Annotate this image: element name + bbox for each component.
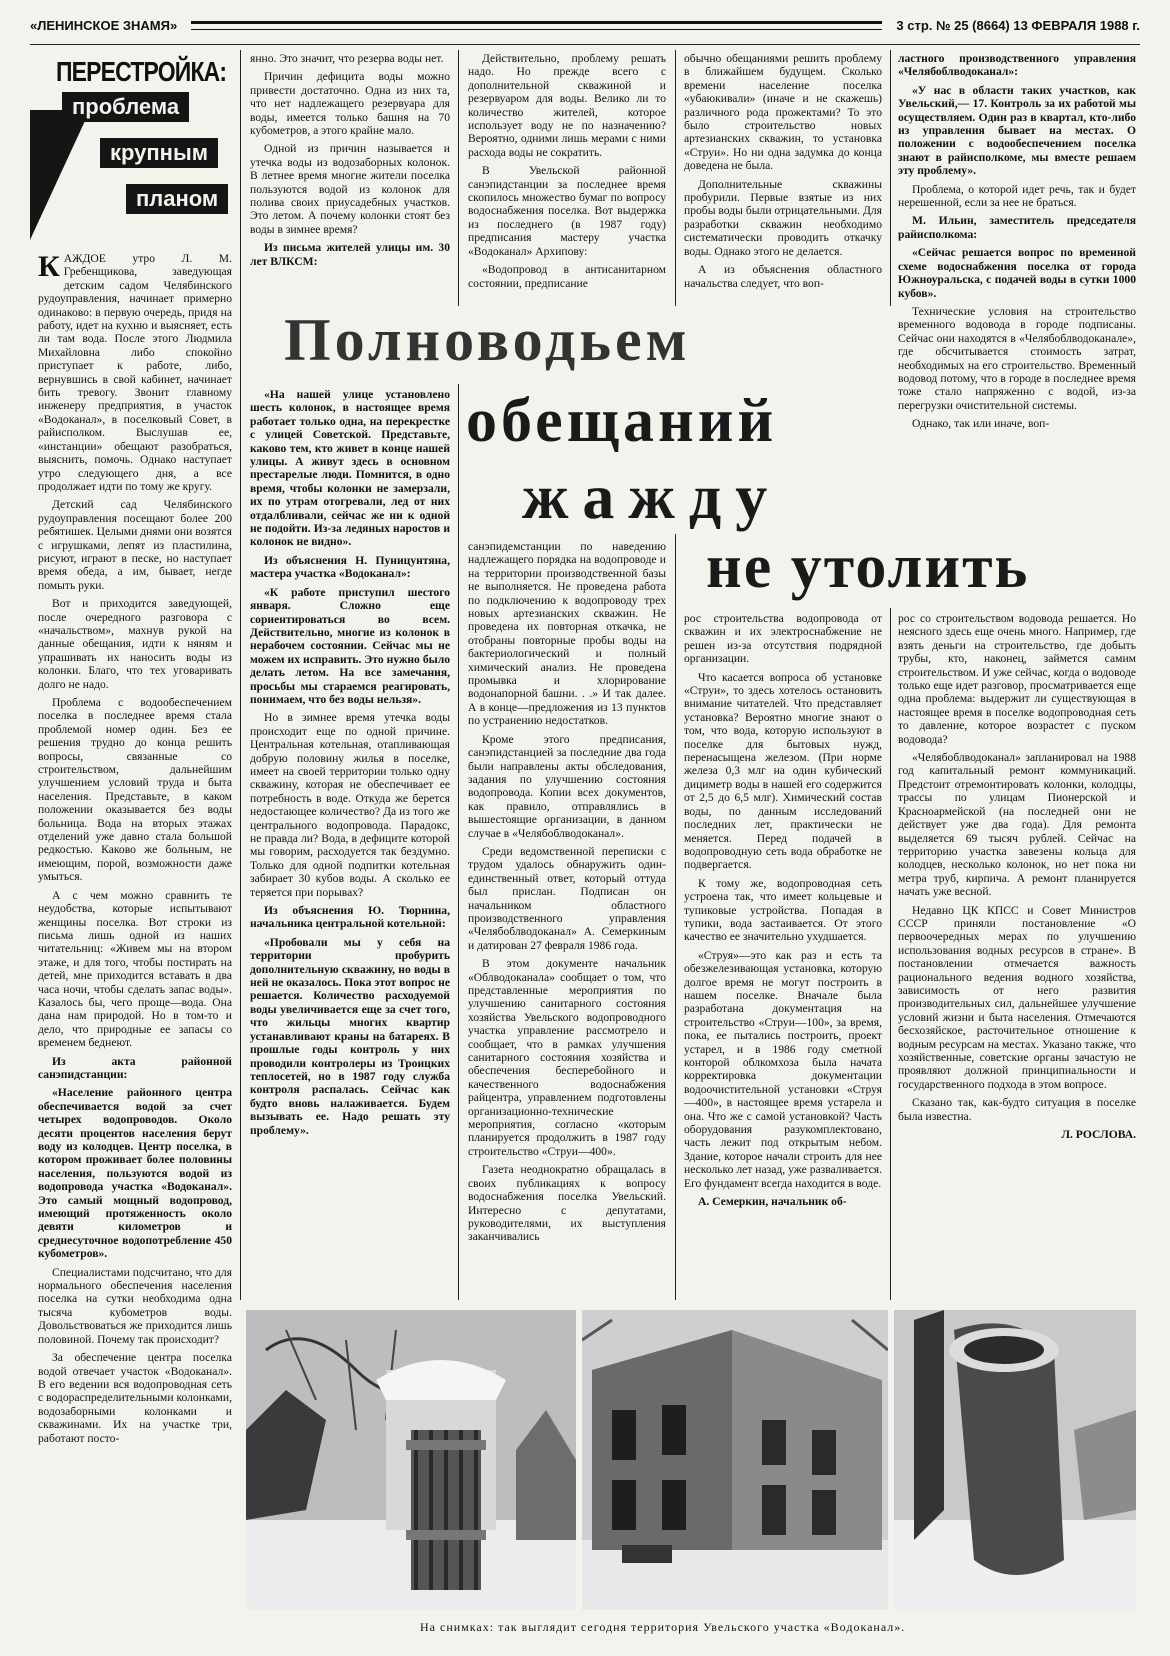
paragraph: За обеспечение центра поселка водой отвечает участок «Водоканал». В его ведении вся водопроводная сеть с водораспределительными колонками, водозаборными колонками и скважинами. Их на участке три, работают посто- bbox=[38, 1351, 232, 1445]
masthead bbox=[30, 14, 1140, 36]
paragraph: «Водопровод в антисанитарном состоянии, предписание bbox=[468, 263, 666, 290]
article-column-5-bottom bbox=[898, 612, 1136, 1298]
rubric-word-3: планом bbox=[126, 184, 228, 214]
article-column-3-top bbox=[468, 52, 666, 304]
quote: «Сейчас решается вопрос по временной схеме водоснабжения поселка от города Южноуральска, с подачей воды в сутки 1000 кубов». bbox=[898, 246, 1136, 300]
paragraph: Технические условия на строительство временного водовода в городе подписаны. Сейчас они находятся в «Челябоблводоканале», где обсчитывается стоимость затрат, необходимых на его строительство. Временный водовод потому, что в городе в последнее время тоже стало напряженно с водой, из-за перегрузки очистительной системы. bbox=[898, 304, 1136, 412]
masthead-rule bbox=[191, 21, 882, 30]
article-column-1 bbox=[38, 252, 232, 1612]
quote-heading: Из акта районной санэпидстанции: bbox=[38, 1054, 232, 1081]
headline-line-1: Полноводьем bbox=[284, 307, 691, 373]
quote: «У нас в области таких участков, как Увельский,— 17. Контроль за их работой мы осуществляем. Один раз в квартал, кто-либо из управления бывает на местах. О положении с водообеспечением поселка знают в райисполкоме, мы вместе решаем эту проблему». bbox=[898, 83, 1136, 178]
paragraph: Кроме этого предписания, санэпидстанцией за последние два года были направлены акты обследования, задания по улучшению состояния водопровода. Копии всех документов, как правило, отправлялись в вышестоящие организации, в данном случае в «Челябоблводоканал». bbox=[468, 732, 666, 840]
author-credit: А. Семеркин, начальник об- bbox=[698, 1195, 847, 1209]
quote-heading: Из объяснения Н. Пуницунтяна, мастера участка «Водоканал»: bbox=[250, 553, 450, 581]
article-column-4-top bbox=[684, 52, 882, 304]
quote-heading: Из объяснения Ю. Тюрнина, начальника центральной котельной: bbox=[250, 904, 450, 931]
article-column-2-bottom bbox=[250, 388, 450, 1298]
article-column-3-bottom bbox=[468, 540, 666, 1298]
article-column-5-top bbox=[898, 52, 1136, 572]
paragraph: Вот и приходится заведующей, после очередного разговора с «начальством», махнув рукой на данные обещания, идти к няням и упрашивать их наносить воды из колонки. Благо, что тех уговаривать долго не надо. bbox=[38, 597, 232, 691]
quote: «Население районного центра обеспечивается водой за счет четырех водопроводов. Около десяти процентов населения берут воду из колодцев. Центр поселка, в котором проживает более половины населения, пользуются водой из водопровода участка «Водоканал». Это самый мощный водопровод, имеющий протяженность около девяти километров и среднесуточное водопотребление 450 кубометров». bbox=[38, 1086, 232, 1261]
column-rule bbox=[675, 50, 676, 1300]
photo-snowy-pump-house bbox=[246, 1310, 576, 1610]
quote: «Пробовали мы у себя на территории пробурить дополнительную скважину, но воды в ней не оказалось. Пока этот вопрос не решается. Количество расходуемой воды увеличивается еще за счет того, что жильцы многих квартир устанавливают краны на батареях. В прошлые годы контроль у них проводили контролеры из Троицких теплосетей, но в 1987 году служба контроля распалась. Сейчас как будто вновь налаживается. Будем вызывать ее. Надо решать эту проблему». bbox=[250, 935, 450, 1137]
column-rule bbox=[890, 50, 891, 1300]
paragraph: санэпидемстанции по наведению надлежащего порядка на водопроводе и на территории производственной базы не выполняется. Не проведена работа по подключению к водопроводу трех новых артезианских скважин. Не проведена их повторная откачка, не отобраны повторные пробы воды на бактериологический и полный химический анализ. Не проведена промывка и хлорирование водонапорной башни. . .» И так далее. А в конце—предложения из 13 пунктов по устранению недостатков. bbox=[468, 540, 666, 728]
article-column-4-bottom bbox=[684, 612, 882, 1298]
paragraph: Среди ведомственной переписки с трудом удалось обнаружить один-единственный ответ, который оттуда был прислан. Подписан он начальником областного производственного управления «Челябоблводоканал» А. Семеркиным и датирован 27 февраля 1986 года. bbox=[468, 844, 666, 952]
paragraph: А с чем можно сравнить те неудобства, которые испытывают женщины поселка. Вот строки из письма лишь одной из наших читательниц: «Живем мы на втором этаже, и для того, чтобы постирать на детей, мне приходится вставать в два часа ночи, чтобы сделать запас воды». Казалось бы, чего проще—вода. Она дана нам природой. Но в том-то и дело, что природные ее запасы со временем беднеют. bbox=[38, 888, 232, 1050]
author-signature: Л. РОСЛОВА. bbox=[1061, 1128, 1136, 1142]
paragraph: «Струя»—это как раз и есть та обезжелезивающая установка, которую долгое время не могут построить в нашем поселке. Вначале была разработана документация на строительство «Струи—100», за время, пока, ее пытались построить, проект устарел, и в 1986 году сметной конторой облкомхоза была начата корректировка документации водоочистительной установки «Струя—400», в настоящее время устарела и она. Что же с самой установкой? Часть оборудования разукомплектовано, часть лежит под открытым небом. Здание, которое начали строить для нее несколько лет назад, уже разваливается. Его фундамент всегда находится в воде. bbox=[684, 948, 882, 1190]
drop-cap: К bbox=[38, 252, 60, 283]
masthead-title: «ЛЕНИНСКОЕ ЗНАМЯ» bbox=[30, 17, 178, 33]
rubric bbox=[30, 50, 250, 240]
photo-rusted-pipe bbox=[894, 1310, 1136, 1610]
paragraph: обычно обещаниями решить проблему в ближайшем будущем. Сколько времени население поселка «убаюкивали» (иначе и не скажешь) различного рода прожектами? То это было строительство новых артезианских скважин, то установка «Струи». Но ни одна задумка до конца доведена не была. bbox=[684, 52, 882, 173]
photo-caption: На снимках: так выглядит сегодня территория Увельского участка «Водоканал». bbox=[420, 1620, 906, 1634]
paragraph: Однако, так или иначе, воп- bbox=[912, 417, 1050, 431]
quote: «На нашей улице установлено шесть колонок, в настоящее время работает только одна, на перекрестке с улицей Советской. Представьте, каково тем, кто живет в конце нашей улицы. А живут здесь в основном престарелые люди. Помнится, в одно время, чтобы колонки не замерзали, их по утрам отогревали, лед от них отдалбливали, сейчас же ни к одной не подойти. Из-за ледяных наростов и колонок не видно». bbox=[250, 388, 450, 549]
paragraph: АЖДОЕ утро Л. М. Гребенщикова, заведующая детским садом Челябинского рудоуправления, начинает примерно одинаково: в первую очередь, придя на работу, идет на кухню и выясняет, есть ли там вода. После этого Людмила Михайловна либо спокойно приступает к работе, либо, вернувшись в свой кабинет, начинает бить тревогу. Звонит главному инженеру предприятия, в участок «Водоканал», в поселковый Совет, в райисполком. Выслушав ее, «инстанции» обещают разобраться, выяснить, помочь. Однако наступает утро следующего дня, а все продолжает идти по тому же кругу. bbox=[38, 252, 232, 493]
paragraph: Детский сад Челябинского рудоуправления посещают более 200 ребятишек. Целыми днями они возятся с игрушками, лепят из пластилина, рисуют, играют в песке, но наступает время обеда, а им, бывает, негде помыть руки. bbox=[38, 498, 232, 592]
paragraph: ластного производственного управления «Челябоблводоканал»: bbox=[898, 52, 1136, 79]
quote-heading: М. Ильин, заместитель председателя райисполкома: bbox=[898, 214, 1136, 241]
paragraph: Недавно ЦК КПСС и Совет Министров СССР приняли постановление «О первоочередных мерах по улучшению использования водных ресурсов в стране». В постановлении отмечается важность рационального ведения водного хозяйства, зависимость от него развития производительных сил, дальнейшее улучшение условий жизни и быта населения. Отмечаются бесхозяйское, расточительное отношение к водным ресурсам на местах. Указано также, что хозяйственные, советские органы зачастую не проявляют должной принципиальности и государственного подхода в этом вопросе. bbox=[898, 903, 1136, 1091]
paragraph: Газета неоднократно обращалась в своих публикациях к вопросу водоснабжения поселка Увельский. Интересно с депутатами, руководителями, их выступления заканчивались bbox=[468, 1163, 666, 1244]
paragraph: В Увельской районной санэпидстанции за последнее время скопилось множество бумаг по вопросу водоснабжения поселка. Вот выдержка из последнего (в 1987 году) предписания мастеру участка «Водоканал» Архипову: bbox=[468, 164, 666, 258]
rubric-word-1: проблема bbox=[62, 92, 189, 122]
headline-line-2: обещаний bbox=[466, 387, 778, 455]
paragraph: янно. Это значит, что резерва воды нет. bbox=[250, 52, 444, 65]
paragraph: Но в зимнее время утечка воды происходит еще по одной причине. Центральная котельная, отапливающая добрую половину жилья в поселке, имеет на своей территории только одну скважину, которая не обеспечивает ее потребность в воде. Откуда же берется недостающее количество? Да из того же центрального водопровода. Парадокс, не правда ли? Вода, в дефиците которой мы говорим, расходуется так бездумно. Только для одной подпитки котельная забирает 30 кубов воды. А сколько ее теряется при порывах? bbox=[250, 711, 450, 899]
paragraph: Специалистами подсчитано, что для нормального обеспечения населения поселка на сутки необходима одна тысяча кубометров воды. Довольствоваться же приходится лишь половиной. Почему так происходит? bbox=[38, 1265, 232, 1346]
paragraph: Действительно, проблему решать надо. Но прежде всего с дополнительной скважиной и резервуаром для воды. Велико ли то количество жителей, которое использует воду не по назначению? Вероятно, одними лишь мерами с ними расхода воды не сократить. bbox=[468, 52, 666, 159]
rubric-word-2: крупным bbox=[100, 138, 218, 168]
headline-line-3: жажду bbox=[522, 461, 782, 532]
photo-ruined-building bbox=[582, 1310, 888, 1610]
paragraph: Проблема, о которой идет речь, так и будет нерешенной, если за нее не браться. bbox=[898, 182, 1136, 210]
paragraph: «Челябоблводоканал» запланировал на 1988 год капитальный ремонт коммуникаций. Предстоит отремонтировать колонки, колодцы, трассы по улицам Пионерской и Красноармейской (на последней они не действует уже два года). Для ремонта выделяется 69 тысяч рублей. Сейчас на территорию участка завезены кольца для колодцев, несколько колонок, но нет пока ни метра труб, кирпича. А ремонт планируется начать уже весной. bbox=[898, 751, 1136, 899]
column-rule bbox=[458, 50, 459, 1300]
paragraph: рос со строительством водовода решается. Но неясного здесь еще очень много. Например, где взять деньги на строительство, где добыть трубы, кто, наконец, займется самим строительством. И уже сейчас, когда о водоводе только еще идет разговор, просматривается еще одна проблема: выдержит ли существующая в настоящее время в поселке водопроводная сеть то давление, которое возрастет с пуском водовода? bbox=[898, 612, 1136, 746]
rubric-wedge bbox=[30, 110, 90, 240]
top-rule bbox=[30, 44, 1140, 45]
paragraph: Что касается вопроса об установке «Струи», то здесь хотелось остановить внимание читателей. Что представляет установка? Вероятно многие знают о том, что вода, которую используют в поселке для бытовых нужд, перенасыщена железом. (При норме железа 0,3 млг на один кубический дициметр воды в нашей его содержится от 2,5 до 6,5 млг). Химический состав воды, по данным исследований последних лет, практически не меняется. Перед подачей в водопроводную сеть вода обработке не подвергается. bbox=[684, 670, 882, 872]
column-rule bbox=[240, 50, 241, 1300]
article-column-2-top bbox=[250, 52, 450, 304]
headline-line-4: не утолить bbox=[706, 533, 1030, 601]
paragraph: Проблема с водообеспечением поселка в последнее время стала проблемой номер один. Без ее решения трудно до конца решить вопросы, связанные со строительством, дальнейшим улучшением условий труда и быта населения. Представьте, в каком положении оказывается без воды больница. Вода на вторых этажах отделений уже давно стала большой редкостью. Каково же больным, не имеющим, порой, возможности даже умыться. bbox=[38, 696, 232, 884]
paragraph: Причин дефицита воды можно привести достаточно. Одна из них та, что нет надлежащего резервуара для воды, имеется только башня на 70 кубометров, а этого крайне мало. bbox=[250, 70, 450, 138]
paragraph: В этом документе начальник «Облводоканала» сообщает о том, что представленные мероприятия по улучшению санитарного состояния хозяйства Увельского водопроводного участка управление рассмотрело и сообщает, что в рамках улучшения санитарного состояния хозяйства и обеспечения бесперебойного и качественного водоснабжения райцентра, управлением подготовлены организационно-технические мероприятия, согласно «которым планируется продолжить в 1987 году строительство «Струи—400». bbox=[468, 957, 666, 1158]
paragraph: Сказано так, как-будто ситуация в поселке была известна. bbox=[898, 1096, 1136, 1123]
rubric-title: ПЕРЕСТРОЙКА: bbox=[56, 56, 227, 87]
masthead-issue: 3 стр. № 25 (8664) 13 ФЕВРАЛЯ 1988 г. bbox=[896, 17, 1140, 33]
paragraph: Одной из причин называется и утечка воды из водозаборных колонок. В летнее время многие жители поселка пользуются водой из колонок для полива своих приусадебных участков. Это летом. А почему колонки стоят без воды в зимнее время? bbox=[250, 142, 450, 236]
quote-heading: Из письма жителей улицы им. 30 лет ВЛКСМ: bbox=[250, 241, 450, 268]
paragraph: рос строительства водопровода от скважин и их электроснабжение не решен из-за отсутствия подрядной организации. bbox=[684, 612, 882, 666]
paragraph: К тому же, водопроводная сеть устроена так, что имеет кольцевые и тупиковые устройства. Попадая в тупики, вода застаивается. От этого качество ее значительно ухудшается. bbox=[684, 876, 882, 944]
quote: «К работе приступил шестого января. Сложно еще сориентироваться во всем. Действительно, многие из колонок в нерабочем состоянии. Сейчас мы не можем их исправить. Это нужно было делать летом. На все замечания, просьбы мы стараемся реагировать, понимаем, что без воды нельзя». bbox=[250, 585, 450, 706]
paragraph: Дополнительные скважины пробурили. Первые взятые из них пробы воды были отрицательными. Для разработки скважин необходимо систематически проводить откачку воды. Однако этого не делается. bbox=[684, 177, 882, 258]
paragraph: А из объяснения областного начальства следует, что воп- bbox=[684, 263, 882, 290]
